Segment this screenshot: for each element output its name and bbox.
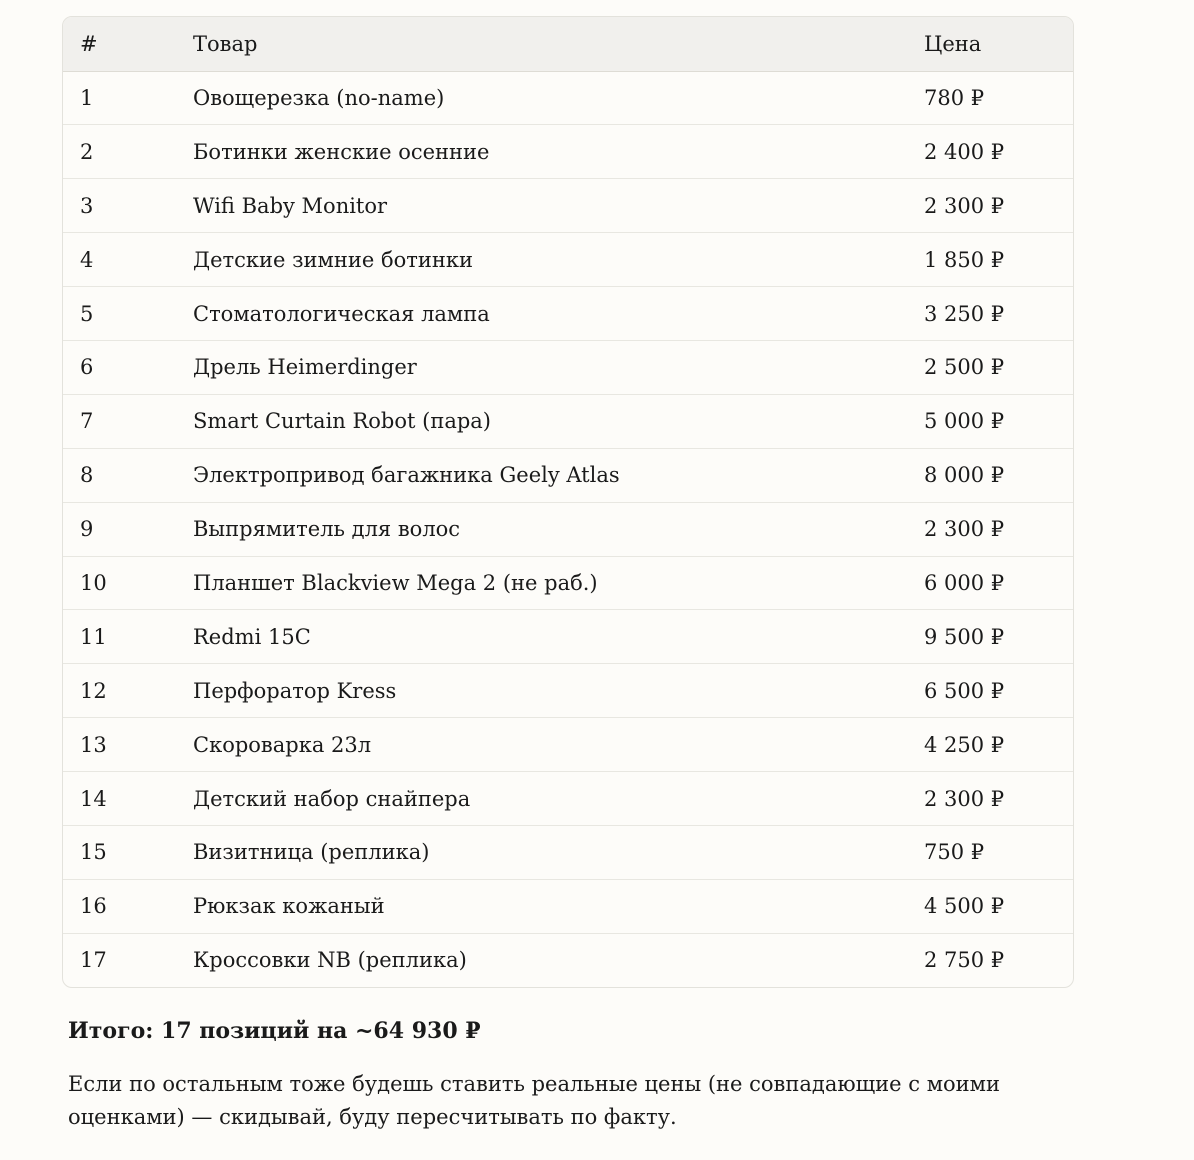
table-row: [63, 933, 1073, 987]
table-row: [63, 664, 1073, 718]
row-num: 12: [63, 664, 176, 718]
table-row: [63, 179, 1073, 233]
table-row: [63, 448, 1073, 502]
row-price: 4 500 ₽: [924, 879, 1073, 933]
row-num: 9: [63, 502, 176, 556]
table-header-row: [63, 17, 1073, 71]
row-num: 1: [63, 71, 176, 125]
row-num: 2: [63, 125, 176, 179]
table-row: [63, 71, 1073, 125]
table-row: [63, 502, 1073, 556]
header-item: Товар: [176, 17, 924, 71]
table-row: [63, 556, 1073, 610]
table-row: [63, 287, 1073, 341]
row-item: Скороварка 23л: [176, 718, 924, 772]
row-num: 16: [63, 879, 176, 933]
header-num: #: [63, 17, 176, 71]
copy-icon[interactable]: [66, 1150, 82, 1160]
row-price: 780 ₽: [924, 71, 1073, 125]
row-price: 750 ₽: [924, 825, 1073, 879]
price-table-container: [62, 16, 1074, 988]
row-price: 1 850 ₽: [924, 233, 1073, 287]
table-body: [63, 71, 1073, 987]
table-header: [63, 17, 1073, 71]
header-price: Цена: [924, 17, 1073, 71]
row-price: 6 500 ₽: [924, 664, 1073, 718]
table-row: [63, 825, 1073, 879]
row-price: 2 300 ₽: [924, 179, 1073, 233]
row-num: 15: [63, 825, 176, 879]
row-price: 2 300 ₽: [924, 772, 1073, 826]
row-item: Кроссовки NB (реплика): [193, 948, 467, 973]
row-price: 5 000 ₽: [924, 394, 1073, 448]
table-row: [63, 879, 1073, 933]
row-price: 8 000 ₽: [924, 448, 1073, 502]
row-price: 9 500 ₽: [924, 610, 1073, 664]
row-num: 6: [63, 340, 176, 394]
table-row: [63, 718, 1073, 772]
table-row: [63, 125, 1073, 179]
row-item: Визитница (реплика): [176, 825, 924, 879]
row-item: Redmi 15C: [176, 610, 924, 664]
row-item: Рюкзак кожаный: [176, 879, 924, 933]
row-item: Детский набор снайпера: [176, 772, 924, 826]
row-num: 8: [63, 448, 176, 502]
summary-total: Итого: 17 позиций на ~64 930 ₽: [68, 1018, 481, 1044]
row-item: Овощерезка (no-name): [176, 71, 924, 125]
price-table: [63, 17, 1073, 987]
row-item: Smart Curtain Robot (пара): [176, 394, 924, 448]
retry-icon[interactable]: [168, 1150, 184, 1160]
row-item: Стоматологическая лампа: [176, 287, 924, 341]
row-price: 3 250 ₽: [924, 287, 1073, 341]
row-num: 13: [63, 718, 176, 772]
row-price: 4 250 ₽: [924, 718, 1073, 772]
row-num: 7: [63, 394, 176, 448]
row-item: Выпрямитель для волос: [176, 502, 924, 556]
table-row: [63, 610, 1073, 664]
row-num: 11: [63, 610, 176, 664]
row-item: Ботинки женские осенние: [176, 125, 924, 179]
row-num: 10: [63, 556, 176, 610]
row-num: 3: [63, 179, 176, 233]
row-price: 2 300 ₽: [924, 502, 1073, 556]
row-item: Детские зимние ботинки: [176, 233, 924, 287]
row-item: Планшет Blackview Mega 2 (не раб.): [176, 556, 924, 610]
row-num: 4: [63, 233, 176, 287]
table-row: [63, 233, 1073, 287]
thumbs-up-icon[interactable]: [100, 1150, 116, 1160]
row-price: 6 000 ₽: [924, 556, 1073, 610]
row-price: 2 400 ₽: [924, 125, 1073, 179]
row-item: Wifi Baby Monitor: [176, 179, 924, 233]
row-num: 5: [63, 287, 176, 341]
row-num: 17: [80, 948, 107, 973]
row-item: Электропривод багажника Geely Atlas: [176, 448, 924, 502]
row-price: 2 500 ₽: [924, 340, 1073, 394]
message-actions: [66, 1150, 184, 1160]
row-num: 14: [63, 772, 176, 826]
table-row: [63, 340, 1073, 394]
message-note: Если по остальным тоже будешь ставить реальные цены (не совпадающие с моими оценками) — скидывай, буду пересчитывать по факту.: [68, 1072, 1000, 1129]
row-item: Дрель Heimerdinger: [176, 340, 924, 394]
table-row: [63, 772, 1073, 826]
row-item: Перфоратор Kress: [176, 664, 924, 718]
row-price: 2 750 ₽: [924, 948, 1005, 973]
table-row: [63, 394, 1073, 448]
thumbs-down-icon[interactable]: [134, 1150, 150, 1160]
